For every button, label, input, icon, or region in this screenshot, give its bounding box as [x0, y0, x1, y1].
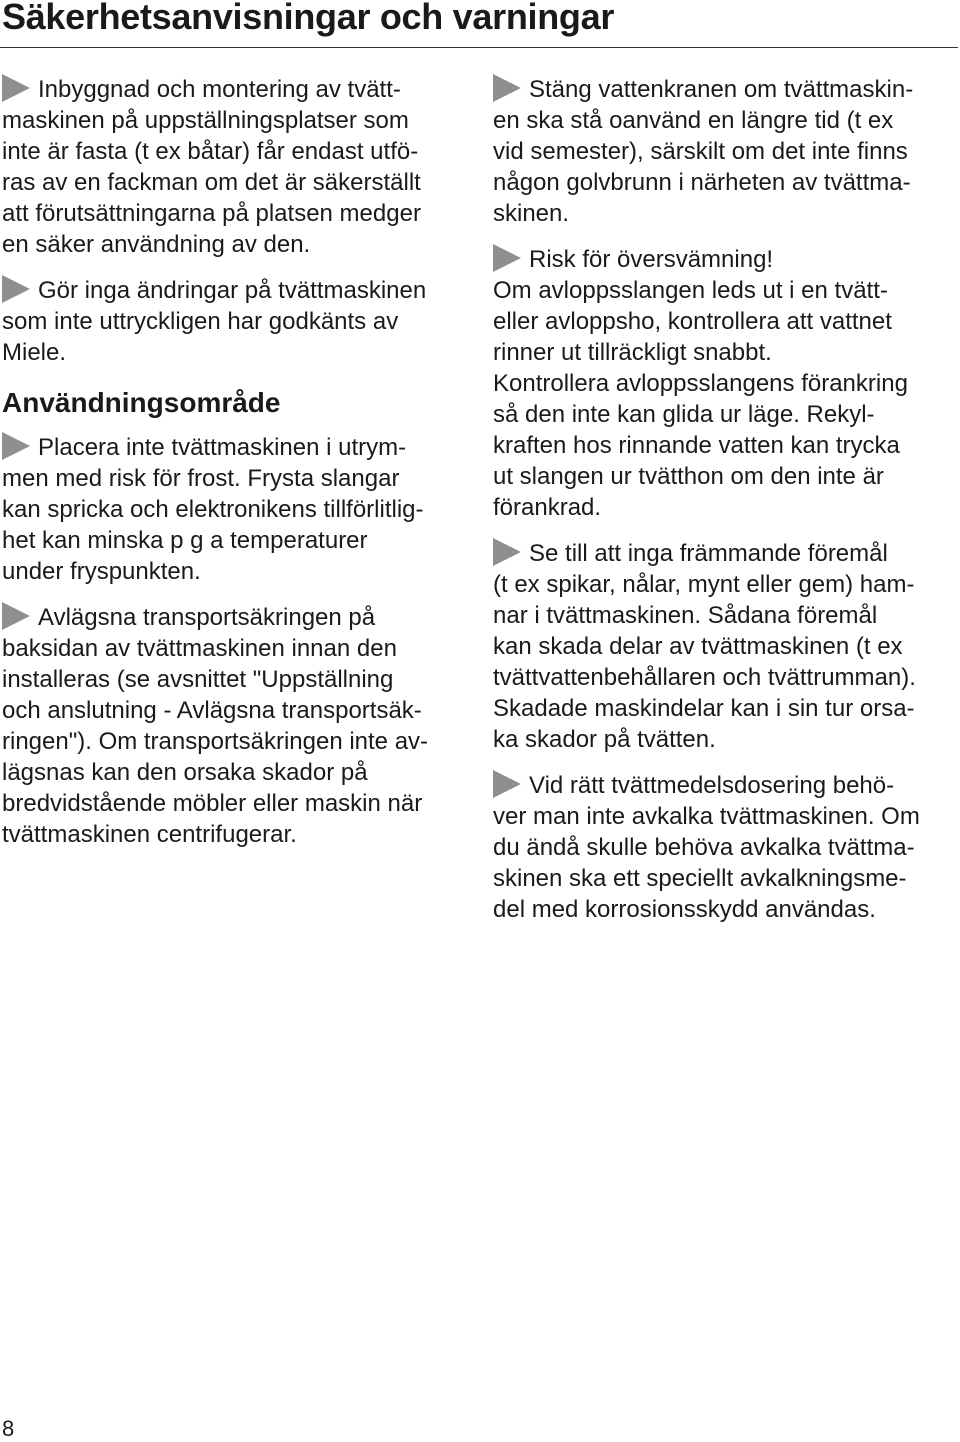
text-line: del med korrosionsskydd användas.: [493, 896, 876, 923]
text-line: Kontrollera avloppsslangens förankring: [493, 370, 908, 397]
text-line: kraften hos rinnande vatten kan trycka: [493, 432, 900, 459]
text-line: Skadade maskindelar kan i sin tur orsa-: [493, 695, 915, 722]
text-line: Risk för översvämning!: [493, 244, 955, 275]
text-line: ut slangen ur tvätthon om den inte är: [493, 463, 884, 490]
paragraph-transport-lock: [2, 602, 470, 850]
text-line: (t ex spikar, nålar, mynt eller gem) ham-: [493, 571, 915, 598]
paragraph-installation: [2, 74, 470, 260]
text-line: skinen ska ett speciellt avkalkningsme-: [493, 865, 907, 892]
text-line: skinen.: [493, 200, 570, 227]
paragraph-water-tap: [493, 74, 955, 229]
text-line: kan spricka och elektronikens tillförlitlig-: [2, 496, 424, 523]
arrow-bullet-icon: [2, 275, 30, 303]
arrow-bullet-icon: [2, 74, 30, 102]
page-title: Säkerhetsanvisningar och varningar: [2, 0, 615, 37]
text-line: du ändå skulle behöva avkalka tvättma-: [493, 834, 915, 861]
text-line: under fryspunkten.: [2, 558, 201, 585]
section-heading: Användningsområde: [2, 387, 281, 418]
text-line: rinner ut tillräckligt snabbt.: [493, 339, 772, 366]
text-line: ringen"). Om transportsäkringen inte av-: [2, 728, 429, 755]
arrow-bullet-icon: [2, 432, 30, 460]
text-line: Stäng vattenkranen om tvättmaskin-: [493, 74, 955, 105]
text-line: nar i tvättmaskinen. Sådana föremål: [493, 602, 878, 629]
text-line: installeras (se avsnittet "Uppställning: [2, 666, 394, 693]
left-column: [2, 74, 470, 865]
text-line: ras av en fackman om det är säkerställt: [2, 169, 421, 196]
paragraph-descaling: [493, 770, 955, 925]
paragraph-flooding: [493, 244, 955, 523]
text-line: baksidan av tvättmaskinen innan den: [2, 635, 397, 662]
arrow-bullet-icon: [493, 770, 521, 798]
arrow-bullet-icon: [493, 74, 521, 102]
text-line: så den inte kan glida ur läge. Rekyl-: [493, 401, 875, 428]
text-line: tvättmaskinen centrifugerar.: [2, 821, 297, 848]
text-line: Inbyggnad och montering av tvätt-: [2, 74, 470, 105]
text-line: en ska stå oanvänd en längre tid (t ex: [493, 107, 894, 134]
page-number: 8: [2, 1416, 15, 1441]
text-line: ka skador på tvätten.: [493, 726, 716, 753]
arrow-bullet-icon: [2, 602, 30, 630]
text-line: Gör inga ändringar på tvättmaskinen: [2, 275, 470, 306]
text-line: Placera inte tvättmaskinen i utrym-: [2, 432, 470, 463]
text-line: kan skada delar av tvättmaskinen (t ex: [493, 633, 903, 660]
text-line: bredvidstående möbler eller maskin när: [2, 790, 423, 817]
text-line: vid semester), särskilt om det inte finns: [493, 138, 908, 165]
arrow-bullet-icon: [493, 244, 521, 272]
text-line: ver man inte avkalka tvättmaskinen. Om: [493, 803, 920, 830]
title-divider: [0, 47, 958, 48]
text-line: eller avloppsho, kontrollera att vattnet: [493, 308, 892, 335]
text-line: maskinen på uppställningsplatser som: [2, 107, 409, 134]
text-line: att förutsättningarna på platsen medger: [2, 200, 421, 227]
paragraph-modifications: [2, 275, 470, 368]
text-line: Vid rätt tvättmedelsdosering behö-: [493, 770, 955, 801]
paragraph-frost: [2, 432, 470, 587]
text-line: tvättvattenbehållaren och tvättrumman).: [493, 664, 916, 691]
text-line: en säker användning av den.: [2, 231, 311, 258]
text-line: som inte uttryckligen har godkänts av: [2, 308, 399, 335]
text-line: men med risk för frost. Frysta slangar: [2, 465, 400, 492]
text-line: lägsnas kan den orsaka skador på: [2, 759, 368, 786]
text-line: Se till att inga främmande föremål: [493, 538, 955, 569]
text-line: förankrad.: [493, 494, 602, 521]
text-line: Miele.: [2, 339, 67, 366]
paragraph-foreign-objects: [493, 538, 955, 755]
text-line: inte är fasta (t ex båtar) får endast utfö-: [2, 138, 419, 165]
text-line: och anslutning - Avlägsna transportsäk-: [2, 697, 422, 724]
text-line: Avlägsna transportsäkringen på: [2, 602, 470, 633]
right-column: [493, 74, 955, 940]
text-line: Om avloppsslangen leds ut i en tvätt-: [493, 277, 888, 304]
text-line: någon golvbrunn i närheten av tvättma-: [493, 169, 911, 196]
arrow-bullet-icon: [493, 538, 521, 566]
text-line: het kan minska p g a temperaturer: [2, 527, 368, 554]
